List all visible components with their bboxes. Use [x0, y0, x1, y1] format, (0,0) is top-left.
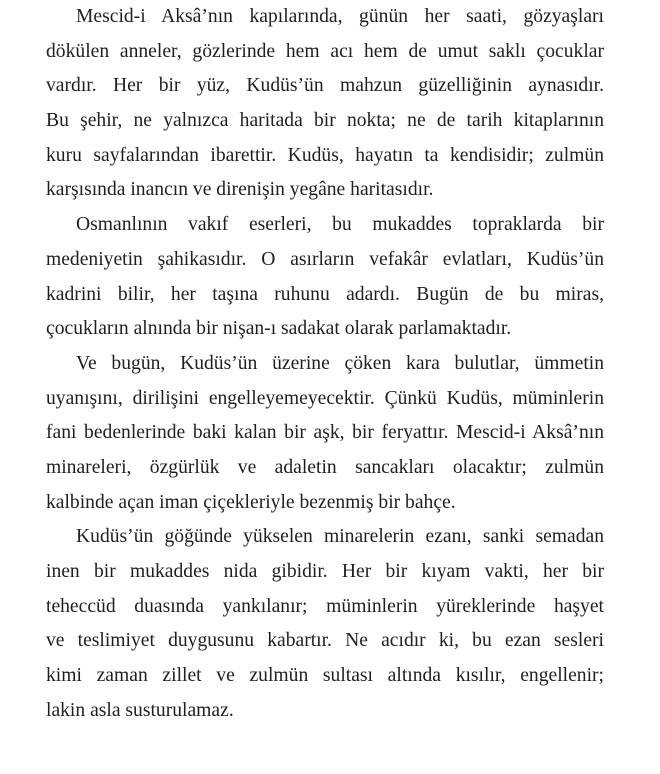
text-line: karşısında inancın ve direnişin yegâne haritasıdır. — [46, 179, 434, 201]
text-line: medeniyetin şahikasıdır. O asırların vefakâr evlatları, Kudüs’ün — [46, 248, 604, 270]
text-line: Osmanlının vakıf eserleri, bu mukaddes topraklarda bir — [76, 214, 604, 236]
text-line: lakin asla susturulamaz. — [46, 699, 234, 721]
text-line: teheccüd duasında yankılanır; müminlerin yüreklerinde haşyet — [46, 595, 604, 617]
text-line: Bu şehir, ne yalnızca haritada bir nokta; ne de tarih kitaplarının — [46, 110, 604, 132]
text-line: dökülen anneler, gözlerinde hem acı hem de umut saklı çocuklar — [46, 40, 604, 62]
text-line: uyanışını, dirilişini engelleyemeyecektir. Çünkü Kudüs, müminlerin — [46, 387, 604, 409]
text-line: minareleri, özgürlük ve adaletin sancakları olacaktır; zulmün — [46, 456, 604, 478]
paragraph-1 — [46, 0, 604, 208]
paragraph-2 — [46, 208, 604, 347]
text-line: ve teslimiyet duygusunu kabartır. Ne acıdır ki, bu ezan sesleri — [46, 630, 604, 652]
text-line: inen bir mukaddes nida gibidir. Her bir kıyam vakti, her bir — [46, 561, 604, 582]
text-line: kalbinde açan iman çiçekleriyle bezenmiş bir bahçe. — [46, 491, 456, 513]
text-line: kimi zaman zillet ve zulmün sultası altında kısılır, engellenir; — [46, 665, 604, 687]
text-line: Mescid-i Aksâ’nın kapılarında, günün her saati, gözyaşları — [76, 6, 604, 27]
text-line: çocukların alnında bir nişan-ı sadakat olarak parlamaktadır. — [46, 318, 512, 340]
text-line: vardır. Her bir yüz, Kudüs’ün mahzun güzelliğinin aynasıdır. — [46, 75, 604, 97]
text-line: kadrini bilir, her taşına ruhunu adardı. Bugün de bu miras, — [46, 283, 604, 305]
document-page — [46, 0, 604, 728]
text-line: fani bedenlerinde baki kalan bir aşk, bir feryattır. Mescid-i Aksâ’nın — [46, 422, 604, 444]
text-line: Ve bugün, Kudüs’ün üzerine çöken kara bulutlar, ümmetin — [76, 352, 604, 374]
text-line: Kudüs’ün göğünde yükselen minarelerin ezanı, sanki semadan — [76, 526, 604, 548]
paragraph-3 — [46, 347, 604, 520]
paragraph-4 — [46, 520, 604, 728]
text-line: kuru sayfalarından ibarettir. Kudüs, hayatın ta kendisidir; zulmün — [46, 144, 604, 166]
